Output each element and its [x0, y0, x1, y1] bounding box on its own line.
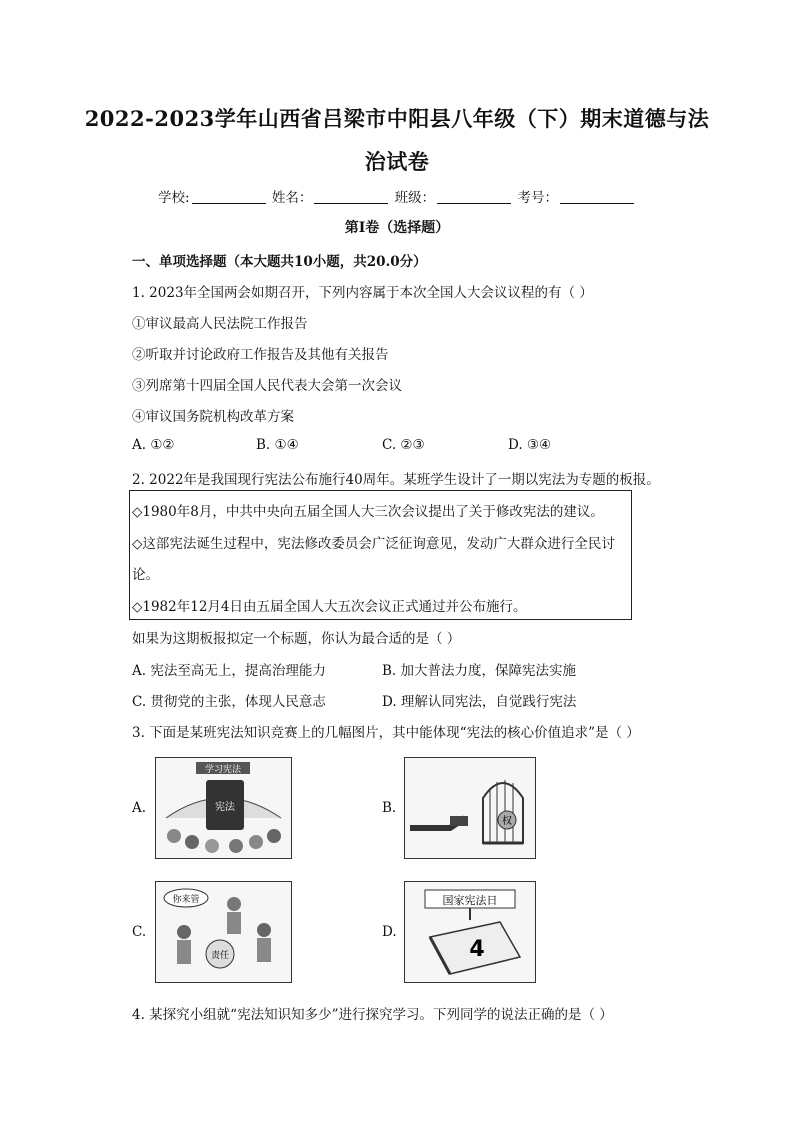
class-blank[interactable]: [437, 191, 511, 204]
d-sign-text: 国家宪法日: [442, 894, 498, 907]
q3-image-d[interactable]: [404, 881, 536, 983]
q3-option-d-label[interactable]: D.: [382, 924, 397, 940]
q2-option-c[interactable]: C. 贯彻党的主张，体现人民意志: [132, 694, 326, 710]
q2-question: 如果为这期板报拟定一个标题，你认为最合适的是（ ）: [132, 631, 461, 647]
name-blank[interactable]: [314, 191, 388, 204]
exam-title-line2: 治试卷: [364, 149, 430, 174]
a-banner-text: 学习宪法: [204, 765, 242, 775]
q3-option-b-label[interactable]: B.: [382, 800, 397, 816]
q2-blackboard-box: [129, 490, 632, 620]
q3-image-a[interactable]: [155, 757, 292, 859]
constitution-crowd-cartoon: [156, 758, 291, 858]
c-bubble-text: 你来管: [172, 895, 200, 905]
q3-stem: 3. 下面是某班宪法知识竞赛上的几幅图片，其中能体现“宪法的核心价值追求”是（ ）: [132, 725, 640, 741]
a-book-text: 宪法: [215, 802, 235, 813]
name-label: 姓名：: [271, 190, 313, 206]
q2-stem: 2. 2022年是我国现行宪法公布施行40周年。某班学生设计了一期以宪法为专题的板报。: [132, 472, 660, 488]
q1-option-b[interactable]: B. ①④: [256, 437, 299, 453]
c-ball-text: 责任: [210, 951, 230, 961]
q3-option-c-label[interactable]: C.: [132, 924, 147, 940]
q2-box-line: ◇这部宪法诞生过程中，宪法修改委员会广泛征询意见，发动广大群众进行全民讨: [132, 536, 615, 552]
student-info-row: [0, 186, 794, 206]
class-label: 班级：: [394, 190, 436, 206]
school-label: 学校:: [158, 190, 190, 206]
exam-no-blank[interactable]: [560, 191, 634, 204]
q4-stem: 4. 某探究小组就“宪法知识知多少”进行探究学习。下列同学的说法正确的是（ ）: [132, 1007, 613, 1023]
section-title: 第I卷（选择题）: [344, 220, 450, 236]
q1-option-a[interactable]: A. ①②: [132, 437, 175, 453]
b-cage-text: 权: [502, 816, 512, 827]
q1-option-d[interactable]: D. ③④: [508, 437, 552, 453]
exam-no-label: 考号：: [517, 190, 558, 206]
q1-item: ③列席第十四届全国人民代表大会第一次会议: [132, 378, 402, 394]
q1-stem: 1. 2023年全国两会如期召开，下列内容属于本次全国人大会议议程的有（ ）: [132, 285, 593, 301]
q1-item: ④审议国务院机构改革方案: [132, 409, 294, 425]
q3-image-c[interactable]: [155, 881, 292, 983]
q1-option-c[interactable]: C. ②③: [382, 437, 425, 453]
q2-option-d[interactable]: D. 理解认同宪法，自觉践行宪法: [382, 694, 577, 710]
exam-title-line1: 2022-2023学年山西省吕梁市中阳县八年级（下）期末道德与法: [84, 106, 710, 131]
responsibility-ball-cartoon: [156, 882, 291, 982]
q3-image-b[interactable]: [404, 757, 536, 859]
q3-option-a-label[interactable]: A.: [132, 800, 147, 816]
school-blank[interactable]: [192, 191, 266, 204]
q2-box-line: ◇1980年8月，中共中央向五届全国人大三次会议提出了关于修改宪法的建议。: [132, 504, 604, 520]
q2-option-b[interactable]: B. 加大普法力度，保障宪法实施: [382, 663, 577, 679]
constitution-day-calendar: [405, 882, 535, 982]
q1-item: ①审议最高人民法院工作报告: [132, 316, 308, 332]
q2-option-a[interactable]: A. 宪法至高无上，提高治理能力: [132, 663, 326, 679]
q1-item: ②听取并讨论政府工作报告及其他有关报告: [132, 347, 389, 363]
power-in-cage-cartoon: [405, 758, 535, 858]
d-date-text: 4: [469, 937, 485, 962]
q2-box-line: 论。: [132, 567, 159, 583]
part-heading: 一、单项选择题（本大题共10小题，共20.0分）: [132, 254, 427, 270]
q2-box-line: ◇1982年12月4日由五届全国人大五次会议正式通过并公布施行。: [132, 599, 527, 615]
